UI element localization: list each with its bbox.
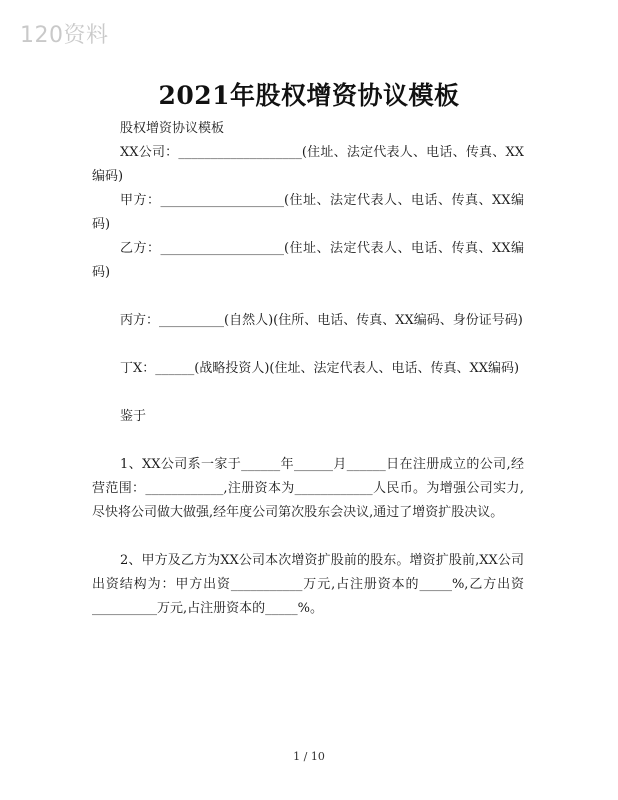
document-body	[92, 117, 524, 621]
party-d: 丁X：______(战略投资人)(住址、法定代表人、电话、传真、XX编码)	[120, 361, 520, 376]
party-b: 乙方：___________________(住址、法定代表人、电话、传真、XX编码)	[92, 241, 524, 280]
document-title: 2021年股权增资协议模板	[158, 81, 460, 110]
party-a: 甲方：___________________(住址、法定代表人、电话、传真、XX编码)	[92, 193, 524, 232]
subtitle-paragraph: 股权增资协议模板	[120, 121, 225, 136]
party-xx-company: XX公司：___________________(住址、法定代表人、电话、传真、XX编码)	[92, 145, 524, 184]
clause-2: 2、甲方及乙方为XX公司本次增资扩股前的股东。增资扩股前,XX公司出资结构为：甲方出资___________万元,占注册资本的_____%,乙方出资__________万元,占注册资本的_____%。	[92, 553, 524, 616]
whereas-heading: 鉴于	[120, 409, 147, 424]
party-c: 丙方：__________(自然人)(住所、电话、传真、XX编码、身份证号码)	[120, 313, 523, 328]
page-number: 1 / 10	[293, 750, 325, 763]
clause-1: 1、XX公司系一家于______年______月______日在注册成立的公司,经营范围：____________,注册资本为____________人民币。为增强公司实力,尽快将公司做大做强,经年度公司第次股东会决议,通过了增资扩股决议。	[92, 457, 524, 520]
watermark-logo: 120资料	[20, 23, 109, 48]
